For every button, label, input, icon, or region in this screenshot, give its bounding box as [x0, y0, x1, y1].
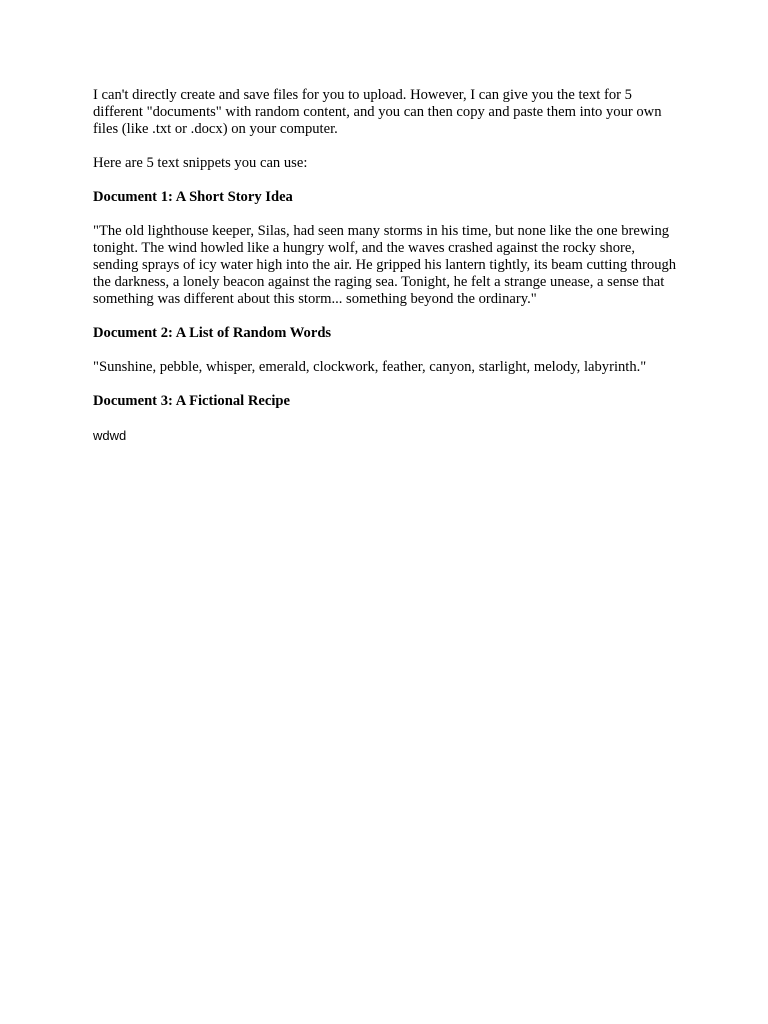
intro-paragraph: I can't directly create and save files for you to upload. However, I can give you the text for 5 different "documents" with random content, and you can then copy and paste them into your own files (like .txt or .docx) on your computer.	[93, 87, 662, 137]
section-3-body[interactable]: wdwd	[93, 428, 127, 443]
document-page	[93, 87, 683, 444]
section-2-body: "Sunshine, pebble, whisper, emerald, clockwork, feather, canyon, starlight, melody, labyrinth."	[93, 359, 647, 375]
section-1-body: "The old lighthouse keeper, Silas, had seen many storms in his time, but none like the one brewing tonight. The wind howled like a hungry wolf, and the waves crashed against the rocky shore, sending sprays of icy water high into the air. He gripped his lantern tightly, its beam cutting through the darkness, a lonely beacon against the raging sea. Tonight, he felt a strange unease, a sense that something was different about this storm... something beyond the ordinary."	[93, 223, 677, 307]
section-2-heading: Document 2: A List of Random Words	[93, 325, 332, 341]
section-1-heading: Document 1: A Short Story Idea	[93, 189, 293, 205]
lead-in-paragraph: Here are 5 text snippets you can use:	[93, 155, 308, 171]
section-3-heading: Document 3: A Fictional Recipe	[93, 393, 290, 409]
